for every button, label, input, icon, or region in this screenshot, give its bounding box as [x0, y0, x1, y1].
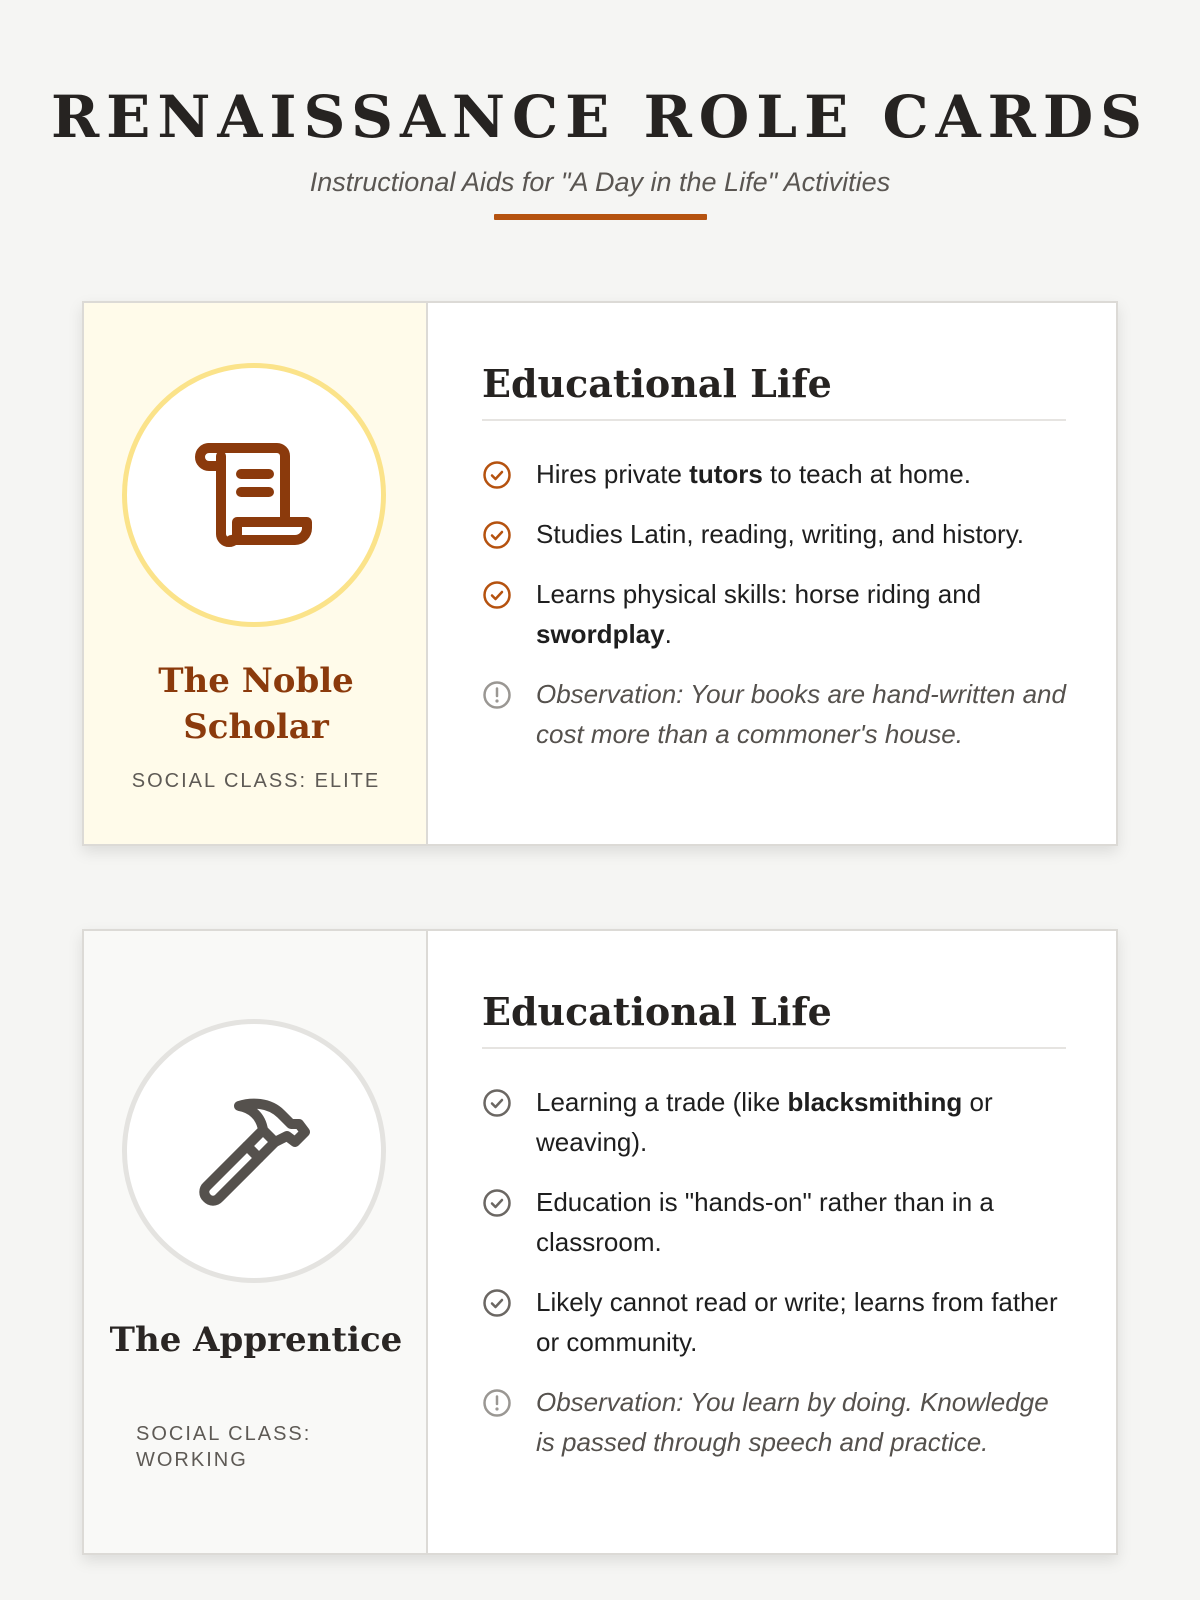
list-item — [482, 1182, 1066, 1262]
item-text: Education is "hands-on" rather than in a classroom. — [536, 1187, 994, 1257]
check-circle-icon — [482, 1088, 512, 1118]
education-list — [482, 454, 1066, 774]
section-title: Educational Life — [482, 359, 1066, 421]
role-card-noble-scholar — [82, 301, 1118, 846]
check-circle-icon — [482, 1288, 512, 1318]
item-text: Learns physical skills: horse riding and — [536, 579, 982, 609]
role-emblem — [122, 363, 386, 627]
role-emblem — [122, 1019, 386, 1283]
hammer-icon — [189, 1086, 319, 1216]
education-list — [482, 1082, 1066, 1482]
scroll-icon — [189, 430, 319, 560]
list-item — [482, 1282, 1066, 1362]
item-text-end: . — [664, 619, 672, 649]
role-card-apprentice — [82, 929, 1118, 1555]
list-item — [482, 454, 1066, 494]
observation-item — [482, 674, 1066, 754]
item-text-end: or weaving). — [536, 1087, 993, 1157]
list-item — [482, 1082, 1066, 1162]
check-circle-icon — [482, 520, 512, 550]
item-text: Likely cannot read or write; learns from father or community. — [536, 1287, 1058, 1357]
item-text: Hires private — [536, 459, 690, 489]
check-circle-icon — [482, 1188, 512, 1218]
observation-item — [482, 1382, 1066, 1462]
observation-text: Observation: Your books are hand-written and cost more than a commoner's house. — [536, 679, 1066, 749]
item-text: Studies Latin, reading, writing, and history. — [536, 519, 1025, 549]
item-text-end: to teach at home. — [762, 459, 971, 489]
item-bold: blacksmithing — [787, 1087, 963, 1117]
social-class-label: SOCIAL CLASS: WORKING — [136, 1423, 312, 1471]
item-bold: swordplay — [536, 619, 665, 649]
item-text: Learning a trade (like — [536, 1087, 788, 1117]
role-name: The Apprentice — [109, 1320, 403, 1360]
check-circle-icon — [482, 580, 512, 610]
list-item — [482, 574, 1066, 654]
observation-text: Observation: You learn by doing. Knowledge is passed through speech and practice. — [536, 1387, 1049, 1457]
section-title: Educational Life — [482, 987, 1066, 1049]
item-bold: tutors — [689, 459, 763, 489]
role-panel — [84, 931, 428, 1553]
role-name: The Noble Scholar — [158, 661, 354, 747]
page-title: RENAISSANCE ROLE CARDS — [50, 83, 1150, 151]
title-underline — [494, 214, 707, 220]
alert-circle-icon — [482, 1388, 512, 1418]
alert-circle-icon — [482, 680, 512, 710]
page-subtitle: Instructional Aids for "A Day in the Life" Activities — [309, 167, 891, 197]
role-panel — [84, 303, 428, 844]
list-item — [482, 514, 1066, 554]
check-circle-icon — [482, 460, 512, 490]
social-class-label: SOCIAL CLASS: ELITE — [131, 770, 381, 792]
